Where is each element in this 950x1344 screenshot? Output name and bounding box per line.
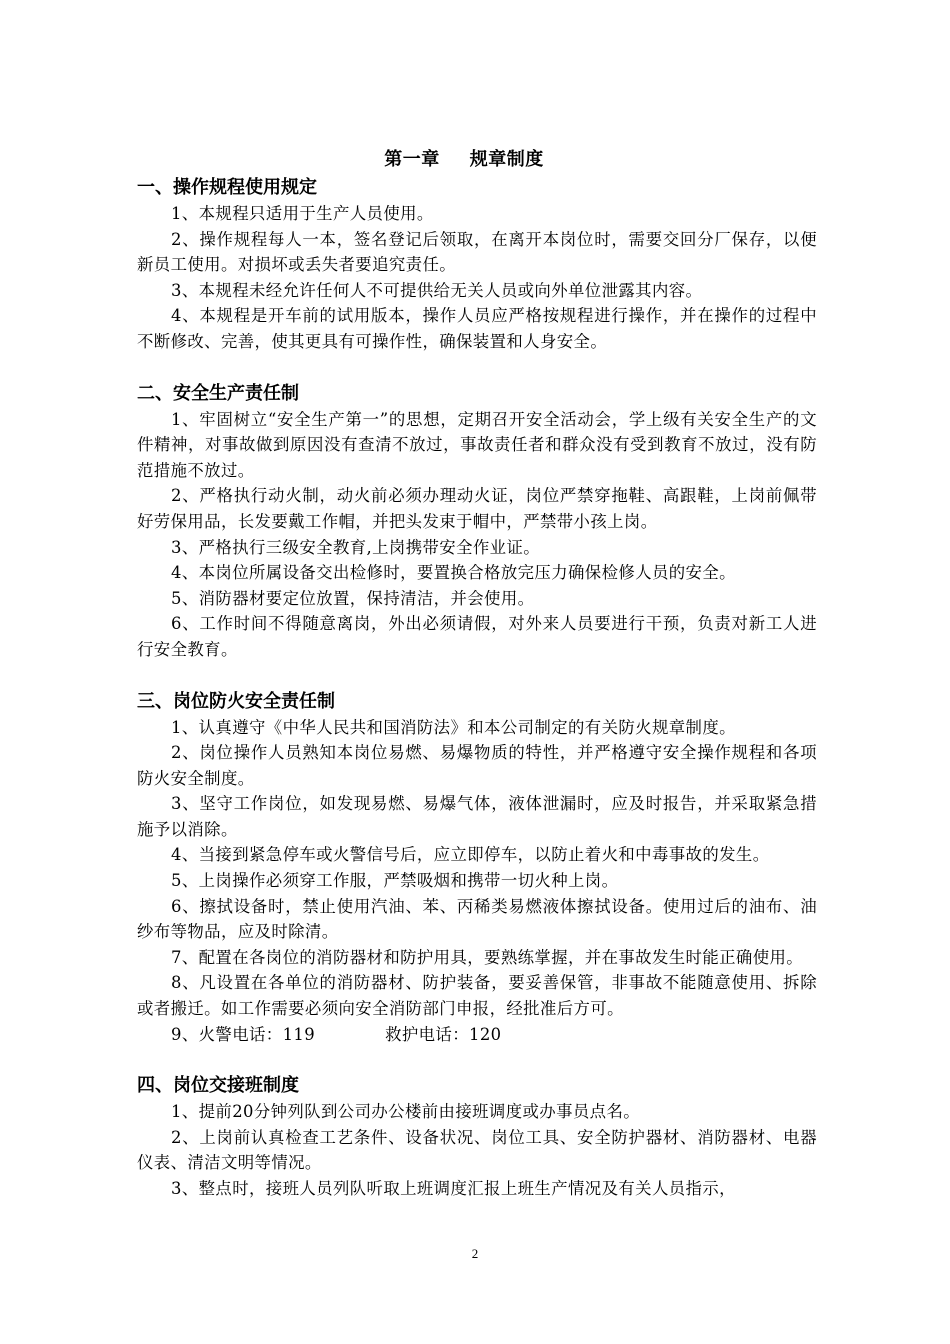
fire-phone: 9、火警电话：119 xyxy=(171,1024,316,1044)
paragraph: 5、上岗操作必须穿工作服，严禁吸烟和携带一切火种上岗。 xyxy=(171,871,619,891)
section-heading: 三、岗位防火安全责任制 xyxy=(137,690,335,712)
section-heading: 一、操作规程使用规定 xyxy=(137,177,317,198)
page-number: 2 xyxy=(471,1246,479,1261)
paragraph: 1、提前20分钟列队到公司办公楼前由接班调度或办事员点名。 xyxy=(171,1102,641,1122)
section-heading: 二、安全生产责任制 xyxy=(137,382,299,404)
paragraph: 7、配置在各岗位的消防器材和防护用具，要熟练掌握，并在事故发生时能正确使用。 xyxy=(171,947,804,967)
section-1 xyxy=(137,175,817,355)
paragraph: 4、本规程是开车前的试用版本，操作人员应严格按规程进行操作，并在操作的过程中不断修改、完善，使其更具有可操作性，确保装置和人身安全。 xyxy=(137,306,817,351)
section-3 xyxy=(137,689,817,1048)
section-heading: 四、岗位交接班制度 xyxy=(137,1075,299,1097)
section-4 xyxy=(137,1073,817,1201)
chapter-title xyxy=(111,145,817,175)
section-2 xyxy=(137,381,817,663)
paragraph: 2、岗位操作人员熟知本岗位易燃、易爆物质的特性，并严格遵守安全操作规程和各项防火安全制度。 xyxy=(137,743,817,788)
paragraph: 6、擦拭设备时，禁止使用汽油、苯、丙稀类易燃液体擦拭设备。使用过后的油布、油纱布等物品，应及时除清。 xyxy=(137,896,817,942)
paragraph: 3、整点时，接班人员列队听取上班调度汇报上班生产情况及有关人员指示， xyxy=(171,1179,736,1198)
paragraph: 4、当接到紧急停车或火警信号后，应立即停车，以防止着火和中毒事故的发生。 xyxy=(171,845,770,865)
paragraph: 3、严格执行三级安全教育,上岗携带安全作业证。 xyxy=(171,537,541,557)
paragraph: 1、本规程只适用于生产人员使用。 xyxy=(171,204,434,223)
rescue-phone: 救护电话：120 xyxy=(385,1024,502,1044)
chapter-number: 第一章 xyxy=(384,149,440,170)
paragraph: 1、牢固树立“安全生产第一”的思想，定期召开安全活动会，学上级有关安全生产的文件精神，对事故做到原因没有查清不放过，事故责任者和群众没有受到教育不放过，没有防范措施不放过。 xyxy=(137,409,817,480)
section-spacer xyxy=(137,355,817,381)
paragraph: 2、上岗前认真检查工艺条件、设备状况、岗位工具、安全防护器材、消防器材、电器仪表、清洁文明等情况。 xyxy=(137,1127,817,1173)
section-spacer xyxy=(137,1047,817,1073)
paragraph: 3、本规程未经允许任何人不可提供给无关人员或向外单位泄露其内容。 xyxy=(171,280,703,300)
chapter-name: 规章制度 xyxy=(469,149,544,170)
paragraph: 8、凡设置在各单位的消防器材、防护装备，要妥善保管，非事故不能随意使用、拆除或者搬迁。如工作需要必须向安全消防部门申报，经批准后方可。 xyxy=(137,973,817,1019)
paragraph: 6、工作时间不得随意离岗，外出必须请假，对外来人员要进行干预，负责对新工人进行安全教育。 xyxy=(137,614,817,659)
paragraph: 2、操作规程每人一本，签名登记后领取，在离开本岗位时，需要交回分厂保存，以便新员工使用。对损坏或丢失者要追究责任。 xyxy=(137,229,817,275)
paragraph: 3、坚守工作岗位，如发现易燃、易爆气体，液体泄漏时，应及时报告，并采取紧急措施予以消除。 xyxy=(137,794,817,839)
paragraph: 5、消防器材要定位放置，保持清洁，并会使用。 xyxy=(171,588,535,608)
paragraph: 4、本岗位所属设备交出检修时，要置换合格放完压力确保检修人员的安全。 xyxy=(171,563,736,583)
paragraph: 1、认真遵守《中华人民共和国消防法》和本公司制定的有关防火规章制度。 xyxy=(171,717,736,737)
emergency-phones xyxy=(137,1022,817,1048)
document-page xyxy=(137,145,817,1202)
section-spacer xyxy=(137,663,817,689)
paragraph: 2、严格执行动火制，动火前必须办理动火证，岗位严禁穿拖鞋、高跟鞋，上岗前佩带好劳保用品，长发要戴工作帽，并把头发束于帽中，严禁带小孩上岗。 xyxy=(137,486,817,531)
